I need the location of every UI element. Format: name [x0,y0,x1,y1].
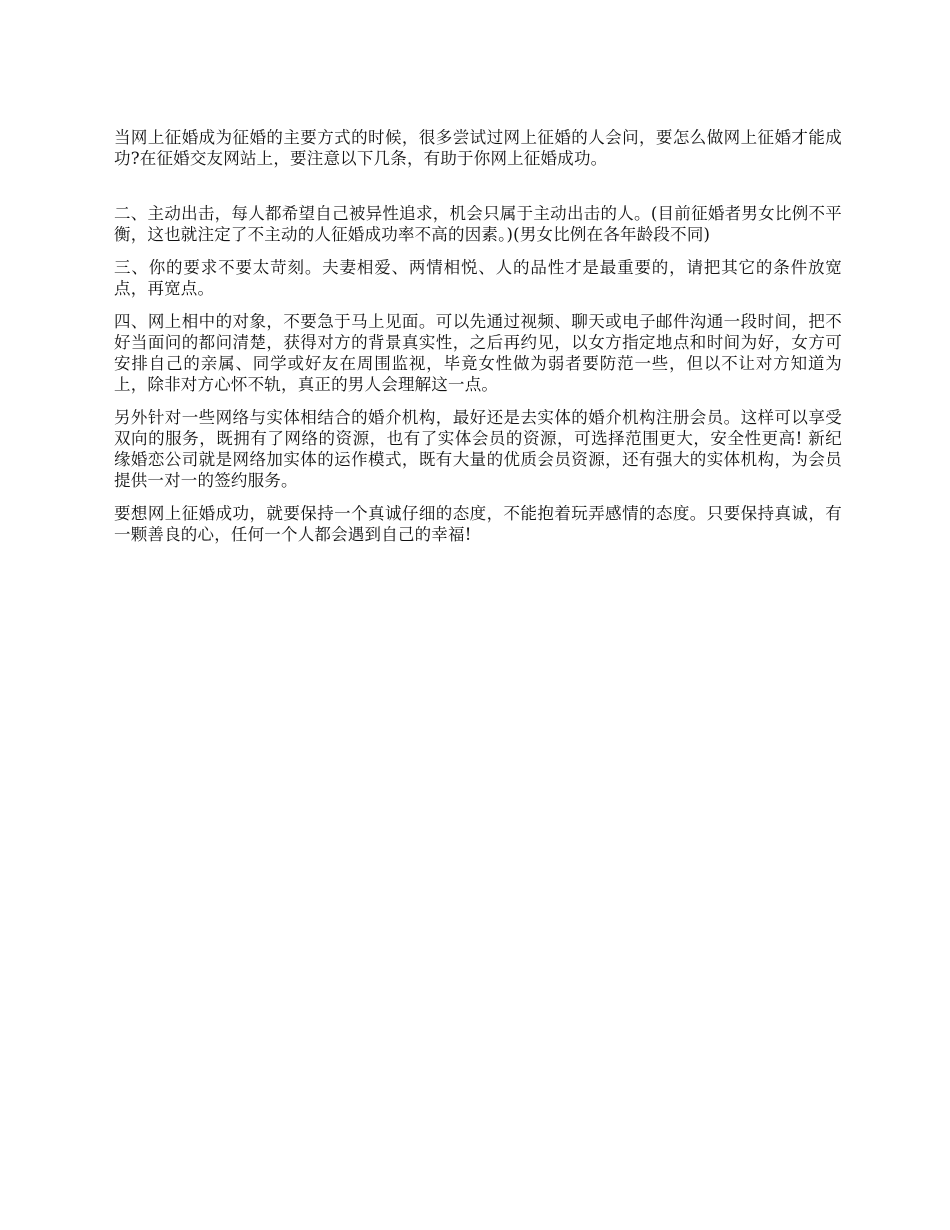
conclusion-paragraph: 要想网上征婚成功，就要保持一个真诚仔细的态度，不能抱着玩弄感情的态度。只要保持真诚，有一颗善良的心，任何一个人都会遇到自己的幸福! [114,504,842,544]
point-three-paragraph: 三、你的要求不要太苛刻。夫妻相爱、两情相悦、人的品性才是最重要的，请把其它的条件放宽点，再宽点。 [114,258,842,298]
point-two-paragraph: 二、主动出击，每人都希望自己被异性追求，机会只属于主动出击的人。(目前征婚者男女比例不平衡，这也就注定了不主动的人征婚成功率不高的因素。)(男女比例在各年龄段不同) [114,204,842,244]
section-gap [114,169,842,203]
document-page [114,127,842,557]
point-four-paragraph: 四、网上相中的对象，不要急于马上见面。可以先通过视频、聊天或电子邮件沟通一段时间，把不好当面问的都问清楚，获得对方的背景真实性，之后再约见，以女方指定地点和时间为好，女方可安排自己的亲属、同学或好友在周围监视，毕竟女性做为弱者要防范一些，但以不让对方知道为上，除非对方心怀不轨，真正的男人会理解这一点。 [114,312,842,394]
intro-paragraph: 当网上征婚成为征婚的主要方式的时候，很多尝试过网上征婚的人会问，要怎么做网上征婚才能成功?在征婚交友网站上，要注意以下几条，有助于你网上征婚成功。 [114,128,842,168]
agency-paragraph: 另外针对一些网络与实体相结合的婚介机构，最好还是去实体的婚介机构注册会员。这样可以享受双向的服务，既拥有了网络的资源，也有了实体会员的资源，可选择范围更大，安全性更高! 新纪缘婚恋公司就是网络加实体的运作模式，既有大量的优质会员资源，还有强大的实体机构，为会员提供一对一的签约服务。 [114,408,842,490]
